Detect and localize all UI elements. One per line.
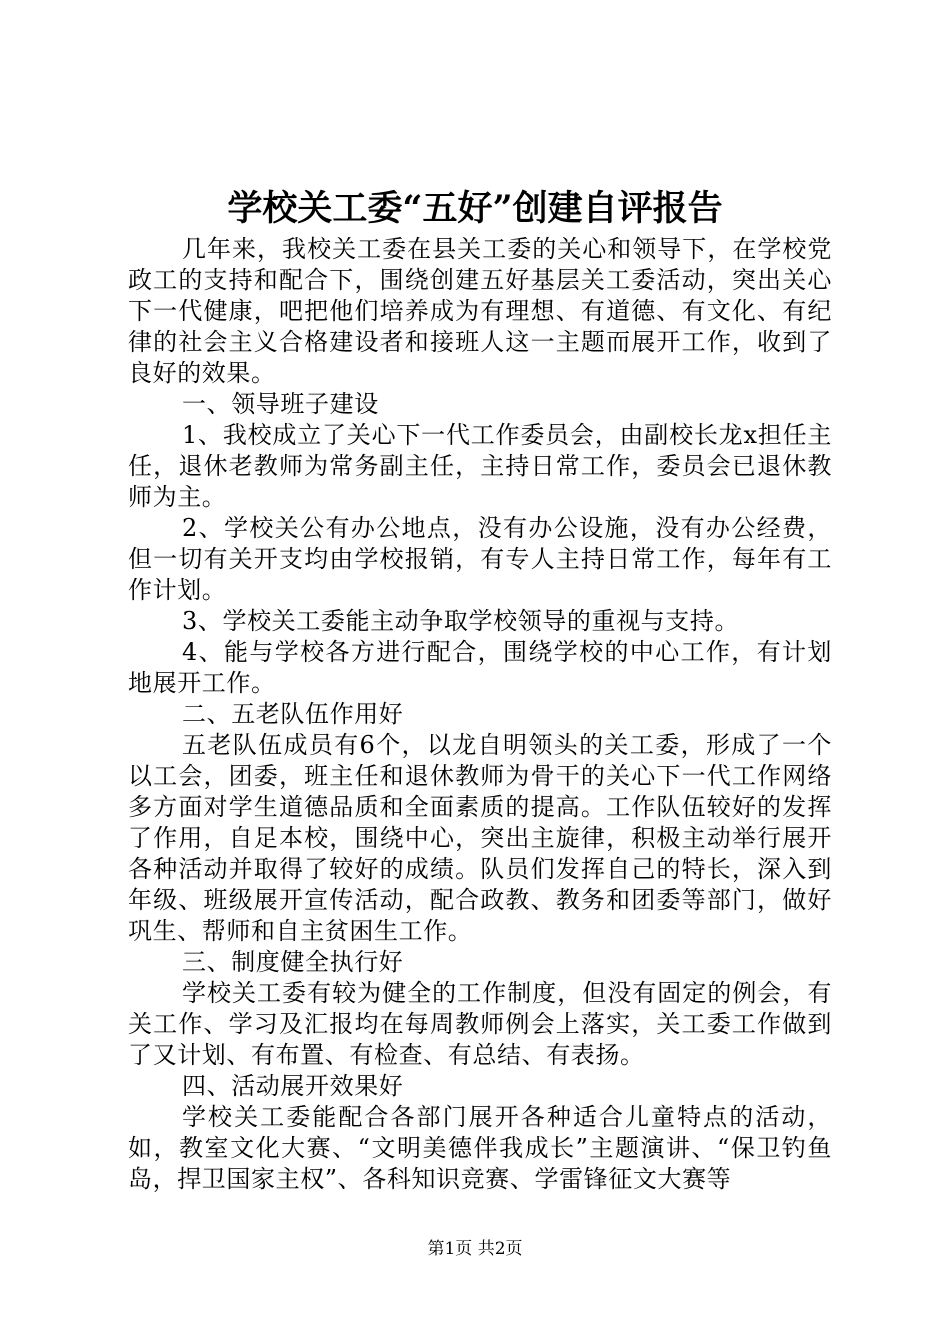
page-footer: 第1页 共2页 (427, 1239, 523, 1259)
paragraph-2: 五老队伍成员有6个，以龙自明领头的关工委，形成了一个以工会，团委，班主任和退休教师为骨干的关心下一代工作网络多方面对学生道德品质和全面素质的提高。工作队伍较好的发挥了作用，自足本校，围绕中心，突出主旋律，积极主动举行展开各种活动并取得了较好的成绩。队员们发挥自己的特长，深入到年级、班级展开宣传活动，配合政教、教务和团委等部门，做好巩生、帮师和自主贫困生工作。 (128, 731, 832, 945)
section-heading-4: 四、活动展开效果好 (182, 1072, 404, 1100)
paragraph-intro: 几年来，我校关工委在县关工委的关心和领导下，在学校党政工的支持和配合下，围绕创建五好基层关工委活动，突出关心下一代健康，吧把他们培养成为有理想、有道德、有文化、有纪律的社会主义合格建设者和接班人这一主题而展开工作，收到了良好的效果。 (128, 235, 832, 387)
paragraph-3: 学校关工委有较为健全的工作制度，但没有固定的例会，有关工作、学习及汇报均在每周教师例会上落实，关工委工作做到了又计划、有布置、有检查、有总结、有表扬。 (128, 979, 832, 1069)
paragraph-1-1: 1、我校成立了关心下一代工作委员会，由副校长龙x担任主任，退休老教师为常务副主任，主持日常工作，委员会已退休教师为主。 (128, 421, 832, 511)
paragraph-1-2: 2、学校关公有办公地点，没有办公设施，没有办公经费，但一切有关开支均由学校报销，有专人主持日常工作，每年有工作计划。 (128, 514, 832, 604)
paragraph-4: 学校关工委能配合各部门展开各种适合儿童特点的活动，如，教室文化大赛、“文明美德伴我成长”主题演讲、“保卫钓鱼岛，捍卫国家主权”、各科知识竞赛、学雷锋征文大赛等 (128, 1103, 832, 1193)
document-title: 学校关工委“五好”创建自评报告 (227, 188, 723, 229)
paragraph-1-4: 4、能与学校各方进行配合，围绕学校的中心工作，有计划地展开工作。 (128, 638, 832, 697)
section-heading-1: 一、领导班子建设 (182, 390, 379, 418)
document-body (128, 234, 832, 1195)
paragraph-1-3: 3、学校关工委能主动争取学校领导的重视与支持。 (182, 607, 740, 635)
section-heading-2: 二、五老队伍作用好 (182, 700, 404, 728)
section-heading-3: 三、制度健全执行好 (182, 948, 404, 976)
